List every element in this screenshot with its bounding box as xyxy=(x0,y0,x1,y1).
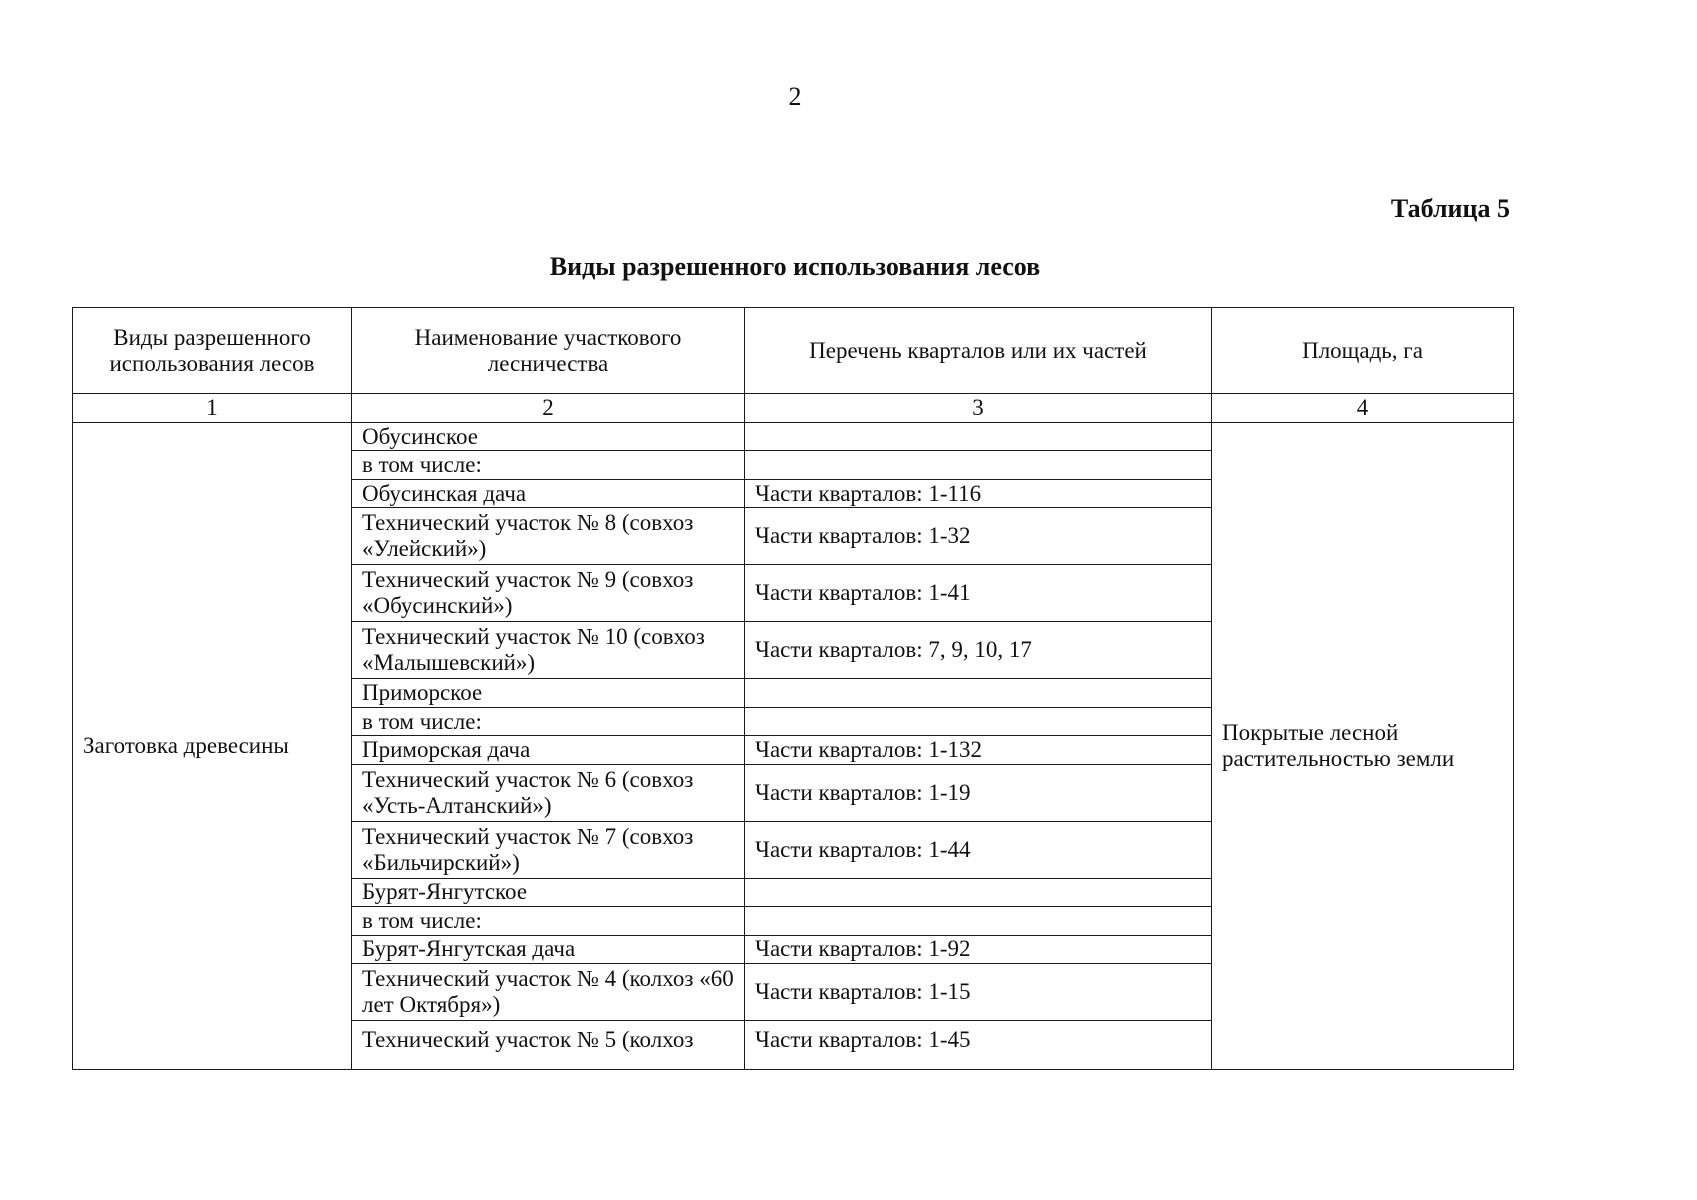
header-cell: Виды разрешенного использования лесов xyxy=(73,308,352,394)
table-row xyxy=(73,422,1514,450)
forestry-name-cell: Приморское xyxy=(352,679,745,707)
quarters-cell: Части кварталов: 1-41 xyxy=(745,565,1212,622)
quarters-cell xyxy=(745,679,1212,707)
header-cell: Площадь, га xyxy=(1212,308,1514,394)
forestry-name-cell: Технический участок № 4 (колхоз «60 лет Октября») xyxy=(352,964,745,1021)
quarters-cell: Части кварталов: 1-116 xyxy=(745,479,1212,507)
column-number: 4 xyxy=(1212,394,1514,422)
column-number: 2 xyxy=(352,394,745,422)
quarters-cell: Части кварталов: 1-45 xyxy=(745,1021,1212,1070)
header-cell: Перечень кварталов или их частей xyxy=(745,308,1212,394)
quarters-cell xyxy=(745,707,1212,735)
column-number: 3 xyxy=(745,394,1212,422)
quarters-cell: Части кварталов: 1-132 xyxy=(745,736,1212,764)
forestry-name-cell: Приморская дача xyxy=(352,736,745,764)
quarters-cell: Части кварталов: 1-19 xyxy=(745,764,1212,821)
quarters-cell: Части кварталов: 1-15 xyxy=(745,964,1212,1021)
forestry-name-cell: Технический участок № 9 (совхоз «Обусинский») xyxy=(352,565,745,622)
page-number: 2 xyxy=(788,82,802,111)
column-number-row xyxy=(73,394,1514,422)
forestry-name-cell: Обусинское xyxy=(352,422,745,450)
quarters-cell: Части кварталов: 1-92 xyxy=(745,935,1212,963)
quarters-cell xyxy=(745,907,1212,935)
forest-use-table xyxy=(72,307,1514,1070)
quarters-cell: Части кварталов: 7, 9, 10, 17 xyxy=(745,622,1212,679)
area-cell: Покрытые лесной растительностью земли xyxy=(1212,422,1514,1069)
forestry-name-cell: Технический участок № 8 (совхоз «Улейский») xyxy=(352,508,745,565)
forestry-name-cell: в том числе: xyxy=(352,707,745,735)
quarters-cell xyxy=(745,451,1212,479)
quarters-cell: Части кварталов: 1-32 xyxy=(745,508,1212,565)
quarters-cell: Части кварталов: 1-44 xyxy=(745,821,1212,878)
forestry-name-cell: в том числе: xyxy=(352,451,745,479)
header-cell: Наименование участкового лесничества xyxy=(352,308,745,394)
quarters-cell xyxy=(745,422,1212,450)
forestry-name-cell: Бурят-Янгутское xyxy=(352,878,745,906)
quarters-cell xyxy=(745,878,1212,906)
forestry-name-cell: Технический участок № 10 (совхоз «Малышевский») xyxy=(352,622,745,679)
table-label: Таблица 5 xyxy=(1390,194,1510,223)
forestry-name-cell: Технический участок № 7 (совхоз «Бильчирский») xyxy=(352,821,745,878)
forestry-name-cell: Технический участок № 5 (колхоз xyxy=(352,1021,745,1070)
forestry-name-cell: Бурят-Янгутская дача xyxy=(352,935,745,963)
column-number: 1 xyxy=(73,394,352,422)
forestry-name-cell: Обусинская дача xyxy=(352,479,745,507)
use-type-cell: Заготовка древесины xyxy=(73,422,352,1069)
header-row xyxy=(73,308,1514,394)
table-title: Виды разрешенного использования лесов xyxy=(549,252,1041,281)
forestry-name-cell: Технический участок № 6 (совхоз «Усть-Алтанский») xyxy=(352,764,745,821)
forestry-name-cell: в том числе: xyxy=(352,907,745,935)
